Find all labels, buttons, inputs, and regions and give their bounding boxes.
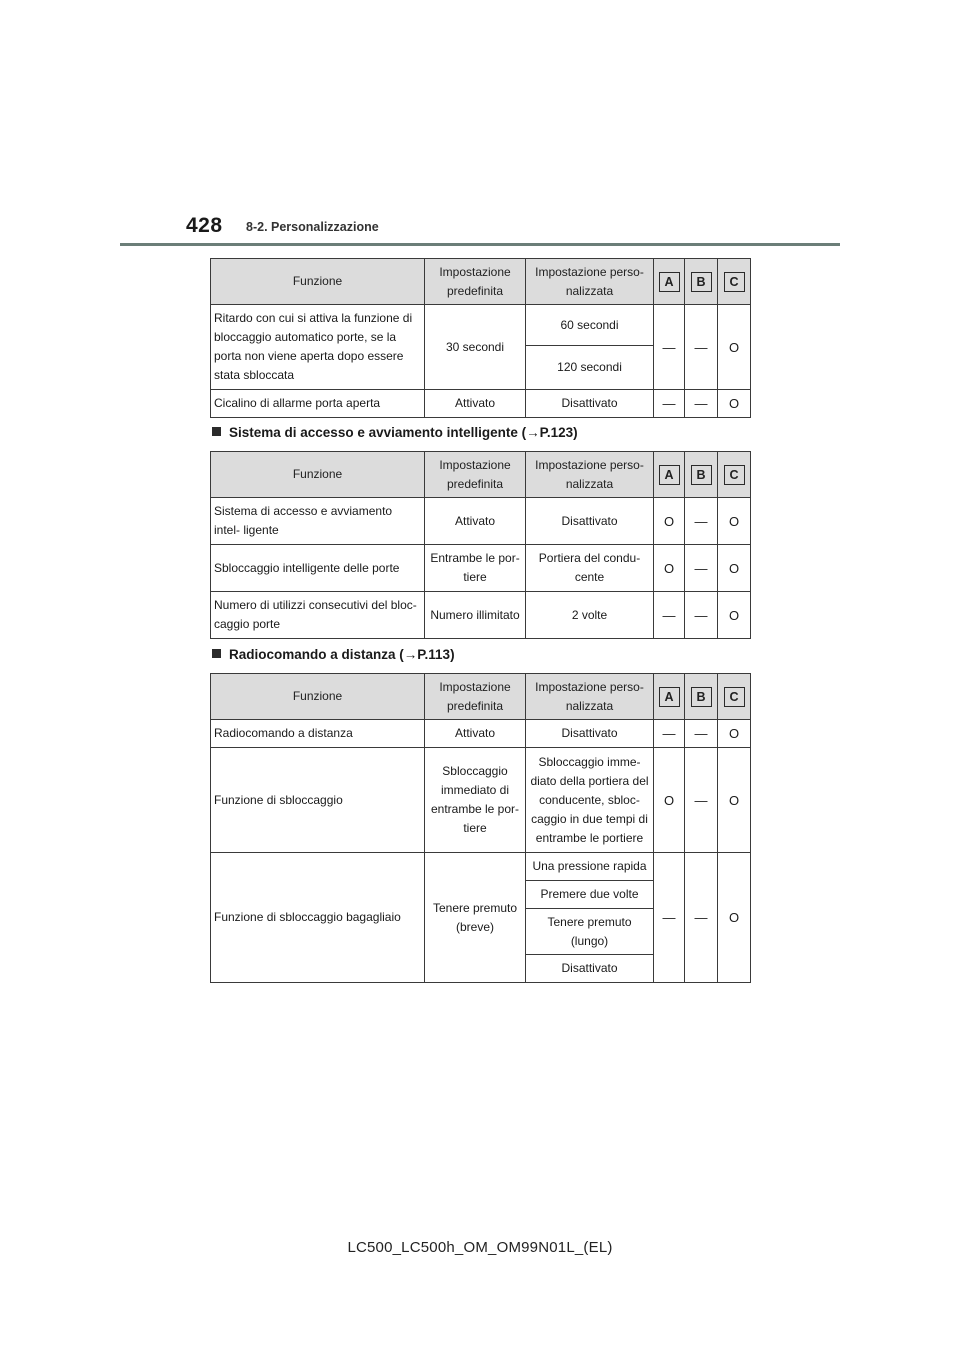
col-funzione: Funzione <box>211 259 425 305</box>
square-bullet-icon <box>212 649 221 658</box>
cell-funzione: Funzione di sbloccaggio bagagliaio <box>211 853 425 983</box>
letter-b-badge: B <box>691 465 712 485</box>
cell-c: O <box>718 592 751 639</box>
cell-a: O <box>654 545 685 592</box>
cell-c: O <box>718 305 751 390</box>
cell-custom: Disattivato <box>526 390 654 418</box>
cell-a: — <box>654 390 685 418</box>
header-rule <box>120 243 840 246</box>
cell-b: — <box>685 545 718 592</box>
letter-a-badge: A <box>659 687 680 707</box>
col-default: Impostazione predefinita <box>425 259 526 305</box>
letter-b-badge: B <box>691 272 712 292</box>
cell-funzione: Numero di utilizzi consecutivi del bloc- caggio porte <box>211 592 425 639</box>
cell-default: 30 secondi <box>425 305 526 390</box>
cell-c: O <box>718 498 751 545</box>
cell-default: Attivato <box>425 720 526 748</box>
cell-c: O <box>718 545 751 592</box>
col-c <box>718 674 751 720</box>
cell-default: Tenere premuto (breve) <box>425 853 526 983</box>
col-custom: Impostazione perso- nalizzata <box>526 259 654 305</box>
table-row <box>211 545 751 592</box>
letter-c-badge: C <box>724 687 745 707</box>
table-row <box>211 592 751 639</box>
cell-b: — <box>685 498 718 545</box>
footer-document-code: LC500_LC500h_OM_OM99N01L_(EL) <box>347 1239 613 1256</box>
heading-remote-control <box>212 647 455 662</box>
col-b <box>685 674 718 720</box>
col-b <box>685 452 718 498</box>
cell-default: Numero illimitato <box>425 592 526 639</box>
cell-a: — <box>654 720 685 748</box>
table-row <box>211 305 751 346</box>
cell-funzione: Radiocomando a distanza <box>211 720 425 748</box>
cell-a: O <box>654 748 685 853</box>
cell-default: Attivato <box>425 390 526 418</box>
heading-text: Sistema di accesso e avviamento intelligente (→P.123) <box>229 425 578 440</box>
cell-custom: Disattivato <box>526 498 654 545</box>
section-label: 8-2. Personalizzazione <box>246 220 379 234</box>
cell-b: — <box>685 390 718 418</box>
cell-custom: Tenere premuto (lungo) <box>526 909 654 955</box>
cell-custom: Disattivato <box>526 955 654 983</box>
table-row <box>211 853 751 881</box>
cell-custom: Una pressione rapida <box>526 853 654 881</box>
cell-c: O <box>718 748 751 853</box>
page-number: 428 <box>186 214 223 237</box>
table-row <box>211 720 751 748</box>
cell-c: O <box>718 853 751 983</box>
cell-funzione: Ritardo con cui si attiva la funzione di bloccaggio automatico porte, se la porta non viene aperta dopo essere stata sbloccata <box>211 305 425 390</box>
table-row <box>211 748 751 853</box>
cell-b: — <box>685 720 718 748</box>
cell-funzione: Funzione di sbloccaggio <box>211 748 425 853</box>
cell-a: — <box>654 592 685 639</box>
cell-c: O <box>718 390 751 418</box>
table-row <box>211 390 751 418</box>
cell-default: Entrambe le por- tiere <box>425 545 526 592</box>
col-custom: Impostazione perso- nalizzata <box>526 674 654 720</box>
table-remote-control <box>210 673 751 983</box>
cell-b: — <box>685 305 718 390</box>
col-c <box>718 452 751 498</box>
cell-a: — <box>654 853 685 983</box>
table-door-lock <box>210 258 751 418</box>
col-a <box>654 259 685 305</box>
letter-c-badge: C <box>724 272 745 292</box>
table-smart-access <box>210 451 751 639</box>
table-header-row <box>211 259 751 305</box>
col-a <box>654 452 685 498</box>
letter-b-badge: B <box>691 687 712 707</box>
col-c <box>718 259 751 305</box>
col-a <box>654 674 685 720</box>
cell-custom: Portiera del condu- cente <box>526 545 654 592</box>
col-default: Impostazione predefinita <box>425 452 526 498</box>
col-b <box>685 259 718 305</box>
heading-text: Radiocomando a distanza (→P.113) <box>229 647 455 662</box>
cell-funzione: Cicalino di allarme porta aperta <box>211 390 425 418</box>
cell-default: Attivato <box>425 498 526 545</box>
cell-b: — <box>685 748 718 853</box>
col-custom: Impostazione perso- nalizzata <box>526 452 654 498</box>
table-row <box>211 498 751 545</box>
table-header-row <box>211 674 751 720</box>
square-bullet-icon <box>212 427 221 436</box>
cell-custom: 60 secondi <box>526 305 654 346</box>
table-header-row <box>211 452 751 498</box>
col-default: Impostazione predefinita <box>425 674 526 720</box>
cell-funzione: Sistema di accesso e avviamento intel- ligente <box>211 498 425 545</box>
letter-a-badge: A <box>659 465 680 485</box>
cell-a: — <box>654 305 685 390</box>
cell-b: — <box>685 592 718 639</box>
cell-custom: 120 secondi <box>526 346 654 390</box>
cell-a: O <box>654 498 685 545</box>
heading-smart-access <box>212 425 578 440</box>
col-funzione: Funzione <box>211 674 425 720</box>
cell-custom: Disattivato <box>526 720 654 748</box>
col-funzione: Funzione <box>211 452 425 498</box>
cell-custom: Premere due volte <box>526 881 654 909</box>
cell-custom: 2 volte <box>526 592 654 639</box>
letter-c-badge: C <box>724 465 745 485</box>
letter-a-badge: A <box>659 272 680 292</box>
cell-funzione: Sbloccaggio intelligente delle porte <box>211 545 425 592</box>
cell-custom: Sbloccaggio imme- diato della portiera del conducente, sbloc- caggio in due tempi di entrambe le portiere <box>526 748 654 853</box>
cell-default: Sbloccaggio immediato di entrambe le por- tiere <box>425 748 526 853</box>
cell-c: O <box>718 720 751 748</box>
cell-b: — <box>685 853 718 983</box>
